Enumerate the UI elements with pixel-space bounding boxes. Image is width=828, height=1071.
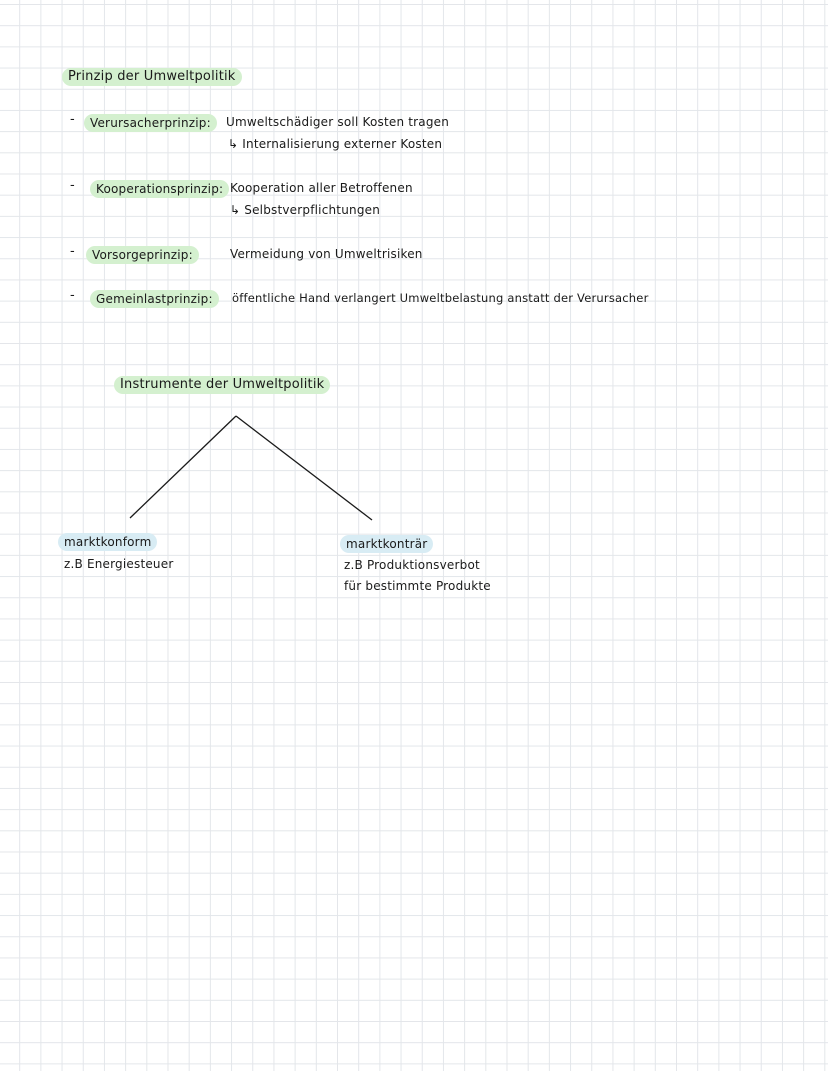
- principle-sub-verursacher: ↳ Internalisierung externer Kosten: [228, 137, 443, 151]
- page-title: Prinzip der Umweltpolitik: [62, 68, 242, 86]
- principle-name-vorsorge: Vorsorgeprinzip:: [86, 246, 199, 264]
- bullet-dash: -: [70, 178, 75, 193]
- instrument-left-label: marktkonform: [58, 533, 157, 551]
- tree-branch-left: [130, 416, 236, 518]
- principle-name-gemeinlast: Gemeinlastprinzip:: [90, 290, 219, 308]
- principle-desc-kooperation: Kooperation aller Betroffenen: [230, 181, 413, 195]
- bullet-dash: -: [70, 112, 75, 127]
- principle-desc-gemeinlast: öffentliche Hand verlangert Umweltbelastung anstatt der Verursacher: [232, 291, 649, 305]
- principle-name-kooperation: Kooperationsprinzip:: [90, 180, 229, 198]
- instrument-right-example-line2: für bestimmte Produkte: [344, 579, 491, 593]
- instrument-left-example: z.B Energiesteuer: [64, 557, 174, 571]
- tree-branch-right: [236, 416, 372, 520]
- bullet-dash: -: [70, 288, 75, 303]
- principle-name-verursacher: Verursacherprinzip:: [84, 114, 217, 132]
- principle-sub-kooperation: ↳ Selbstverpflichtungen: [230, 203, 381, 217]
- principle-desc-vorsorge: Vermeidung von Umweltrisiken: [230, 247, 423, 261]
- instrument-right-label: marktkonträr: [340, 535, 433, 553]
- principle-desc-verursacher: Umweltschädiger soll Kosten tragen: [226, 115, 450, 129]
- bullet-dash: -: [70, 244, 75, 259]
- instruments-title: Instrumente der Umweltpolitik: [114, 376, 330, 394]
- instrument-right-example-line1: z.B Produktionsverbot: [344, 558, 480, 572]
